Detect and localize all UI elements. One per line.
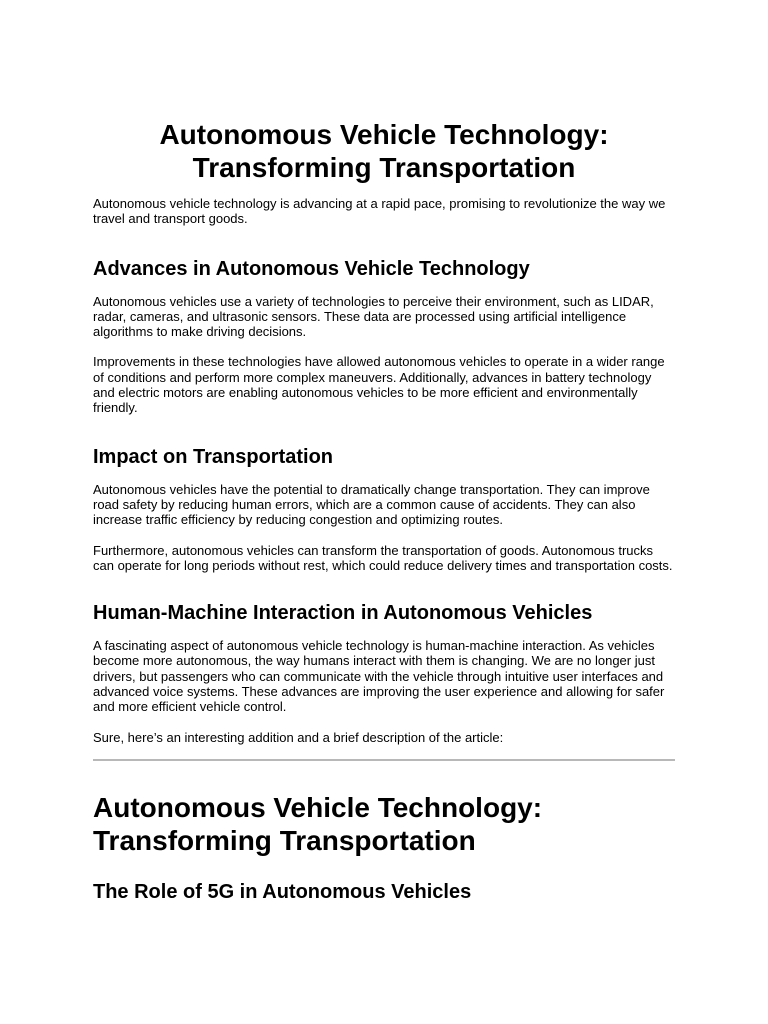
paragraph-hmi-1: A fascinating aspect of autonomous vehicle technology is human-machine interaction. As vehicles become more autonomous, the way humans interact with them is changing. We are no longer just drivers, but passengers who can communicate with the vehicle through intuitive user interfaces and advanced voice systems. These advances are improving the user experience and allowing for safer and more efficient vehicle control. bbox=[93, 638, 665, 715]
section-heading-advances: Advances in Autonomous Vehicle Technology bbox=[93, 257, 530, 280]
intro-paragraph: Autonomous vehicle technology is advancing at a rapid pace, promising to revolutionize the way we travel and transport goods. bbox=[93, 196, 666, 227]
page-title: Autonomous Vehicle Technology: Transforming Transportation bbox=[159, 119, 609, 183]
paragraph-advances-2: Improvements in these technologies have allowed autonomous vehicles to operate in a wider range of conditions and perform more complex maneuvers. Additionally, advances in battery technology and electric motors are enabling autonomous vehicles to be more efficient and environmentally friendly. bbox=[93, 354, 665, 416]
paragraph-impact-2: Furthermore, autonomous vehicles can transform the transportation of goods. Autonomous trucks can operate for long periods without rest, which could reduce delivery times and transportation costs. bbox=[93, 542, 673, 573]
paragraph-advances-1: Autonomous vehicles use a variety of technologies to perceive their environment, such as LIDAR, radar, cameras, and ultrasonic sensors. These data are processed using artificial intelligence algorithms to make driving decisions. bbox=[93, 293, 654, 340]
second-article-title: Autonomous Vehicle Technology: Transforming Transportation bbox=[93, 791, 543, 856]
section-heading-hmi: Human-Machine Interaction in Autonomous Vehicles bbox=[93, 602, 593, 625]
section-heading-impact: Impact on Transportation bbox=[93, 445, 334, 468]
horizontal-divider bbox=[93, 759, 675, 761]
paragraph-addition-note: Sure, here’s an interesting addition and a brief description of the article: bbox=[93, 729, 504, 745]
document-page bbox=[93, 118, 675, 904]
section-heading-5g: The Role of 5G in Autonomous Vehicles bbox=[93, 880, 472, 903]
paragraph-impact-1: Autonomous vehicles have the potential to dramatically change transportation. They can improve road safety by reducing human errors, which are a common cause of accidents. They can also increase traffic efficiency by reducing congestion and optimizing routes. bbox=[93, 481, 650, 528]
